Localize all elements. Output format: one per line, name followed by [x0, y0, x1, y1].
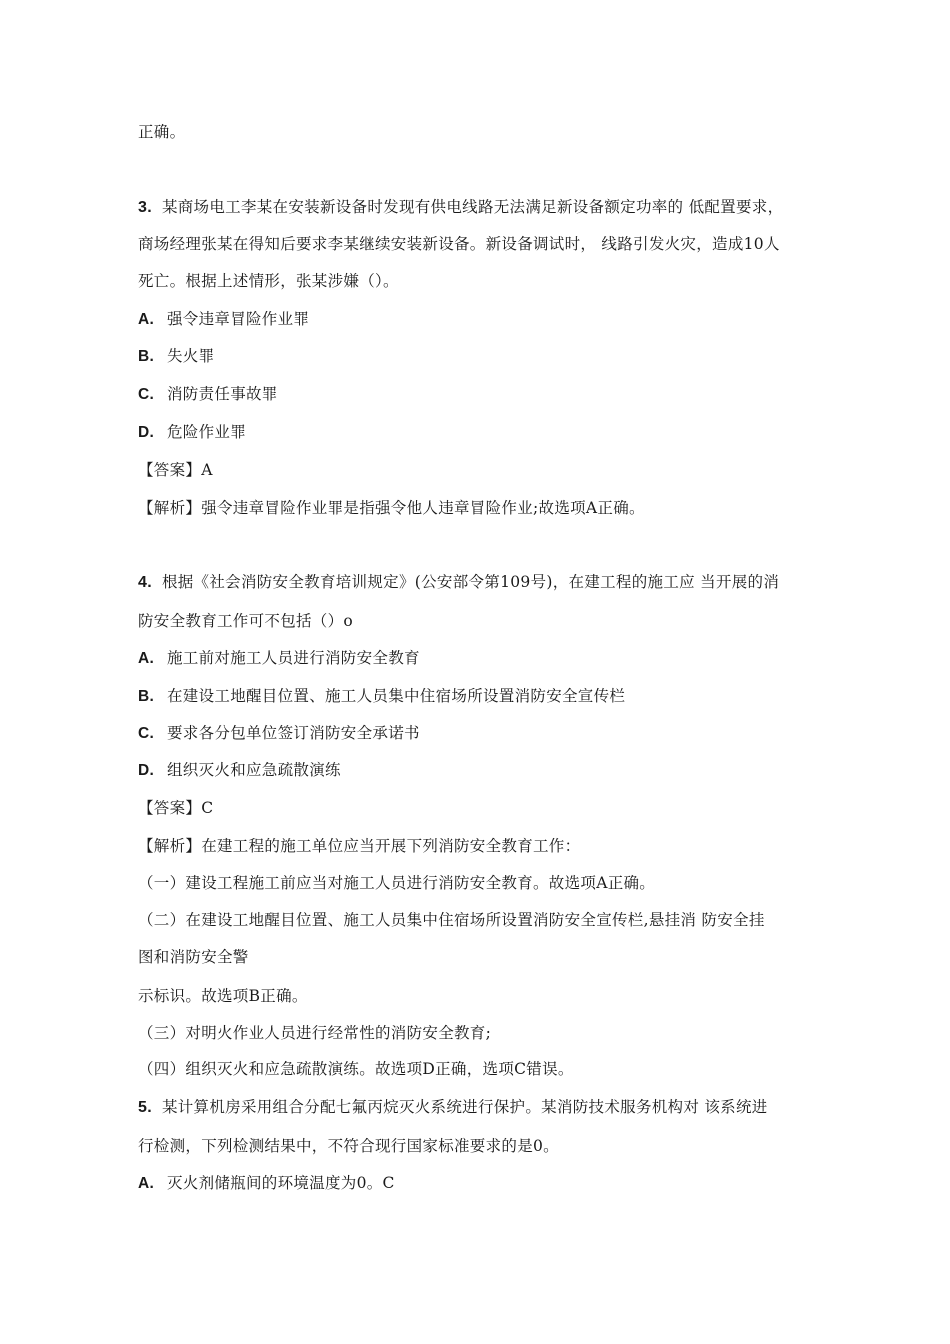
question-4-option-a [138, 647, 420, 670]
option-text: 施工前对施工人员进行消防安全教育 [167, 649, 420, 667]
option-label: B. [138, 688, 155, 705]
question-3-line-2: 商场经理张某在得知后要求李某继续安装新设备。新设备调试时， 线路引发火灾，造成10人 [138, 235, 780, 253]
option-label: C. [138, 725, 155, 742]
option-text: 强令违章冒险作业罪 [167, 310, 310, 328]
option-text: 要求各分包单位签订消防安全承诺书 [167, 724, 420, 742]
question-5-option-a [138, 1172, 395, 1195]
question-text: 某计算机房采用组合分配七氟丙烷灭火系统进行保护。某消防技术服务机构对 该系统进 [161, 1098, 768, 1116]
text-line: 正确。 [138, 123, 186, 141]
option-label: C. [138, 386, 155, 403]
question-4-line-2: 防安全教育工作可不包括（）o [138, 612, 354, 630]
question-4-analysis-item-4: （四）组织灭火和应急疏散演练。故选项D正确，选项C错误。 [138, 1060, 574, 1078]
question-3-option-d [138, 421, 246, 444]
question-3-line-1 [138, 196, 783, 219]
question-text: 根据《社会消防安全教育培训规定》(公安部令第109号)，在建工程的施工应 当开展的消 [161, 573, 780, 591]
question-3-answer: 【答案】A [138, 461, 213, 479]
question-text: 某商场电工李某在安装新设备时发现有供电线路无法满足新设备额定功率的 低配置要求， [161, 198, 784, 216]
question-number: 3. [138, 199, 152, 216]
option-label: B. [138, 348, 155, 365]
option-text: 灭火剂储瓶间的环境温度为0。C [167, 1174, 395, 1192]
option-text: 危险作业罪 [167, 423, 247, 441]
question-4-analysis-item-3: （三）对明火作业人员进行经常性的消防安全教育; [138, 1024, 492, 1042]
question-4-option-b [138, 685, 625, 708]
question-4-option-d [138, 759, 341, 782]
question-4-analysis-item-2-cont: 图和消防安全警 [138, 948, 249, 966]
option-text: 失火罪 [167, 347, 215, 365]
option-text: 在建设工地醒目位置、施工人员集中住宿场所设置消防安全宣传栏 [167, 687, 626, 705]
question-5-line-1 [138, 1096, 768, 1119]
question-4-analysis-item-2: （二）在建设工地醒目位置、施工人员集中住宿场所设置消防安全宣传栏,悬挂消 防安全挂 [138, 911, 765, 929]
question-number: 5. [138, 1099, 152, 1116]
option-label: A. [138, 1175, 155, 1192]
question-3-analysis: 【解析】强令违章冒险作业罪是指强令他人违章冒险作业;故选项A正确。 [138, 499, 645, 517]
question-4-analysis-item-1: （一）建设工程施工前应当对施工人员进行消防安全教育。故选项A正确。 [138, 874, 656, 892]
question-number: 4. [138, 574, 152, 591]
question-3-line-3: 死亡。根据上述情形，张某涉嫌（）。 [138, 272, 399, 290]
question-4-answer: 【答案】C [138, 799, 214, 817]
option-label: D. [138, 762, 155, 779]
question-5-line-2: 行检测，下列检测结果中，不符合现行国家标准要求的是0。 [138, 1137, 559, 1155]
question-4-analysis: 【解析】在建工程的施工单位应当开展下列消防安全教育工作： [138, 837, 581, 855]
question-3-option-c [138, 383, 278, 406]
question-4-option-c [138, 722, 420, 745]
option-label: A. [138, 311, 155, 328]
option-label: D. [138, 424, 155, 441]
question-3-option-b [138, 345, 214, 368]
option-text: 消防责任事故罪 [167, 385, 278, 403]
question-4-analysis-item-2-cont: 示标识。故选项B正确。 [138, 987, 308, 1005]
option-label: A. [138, 650, 155, 667]
question-4-line-1 [138, 571, 779, 594]
option-text: 组织灭火和应急疏散演练 [167, 761, 341, 779]
question-3-option-a [138, 308, 309, 331]
